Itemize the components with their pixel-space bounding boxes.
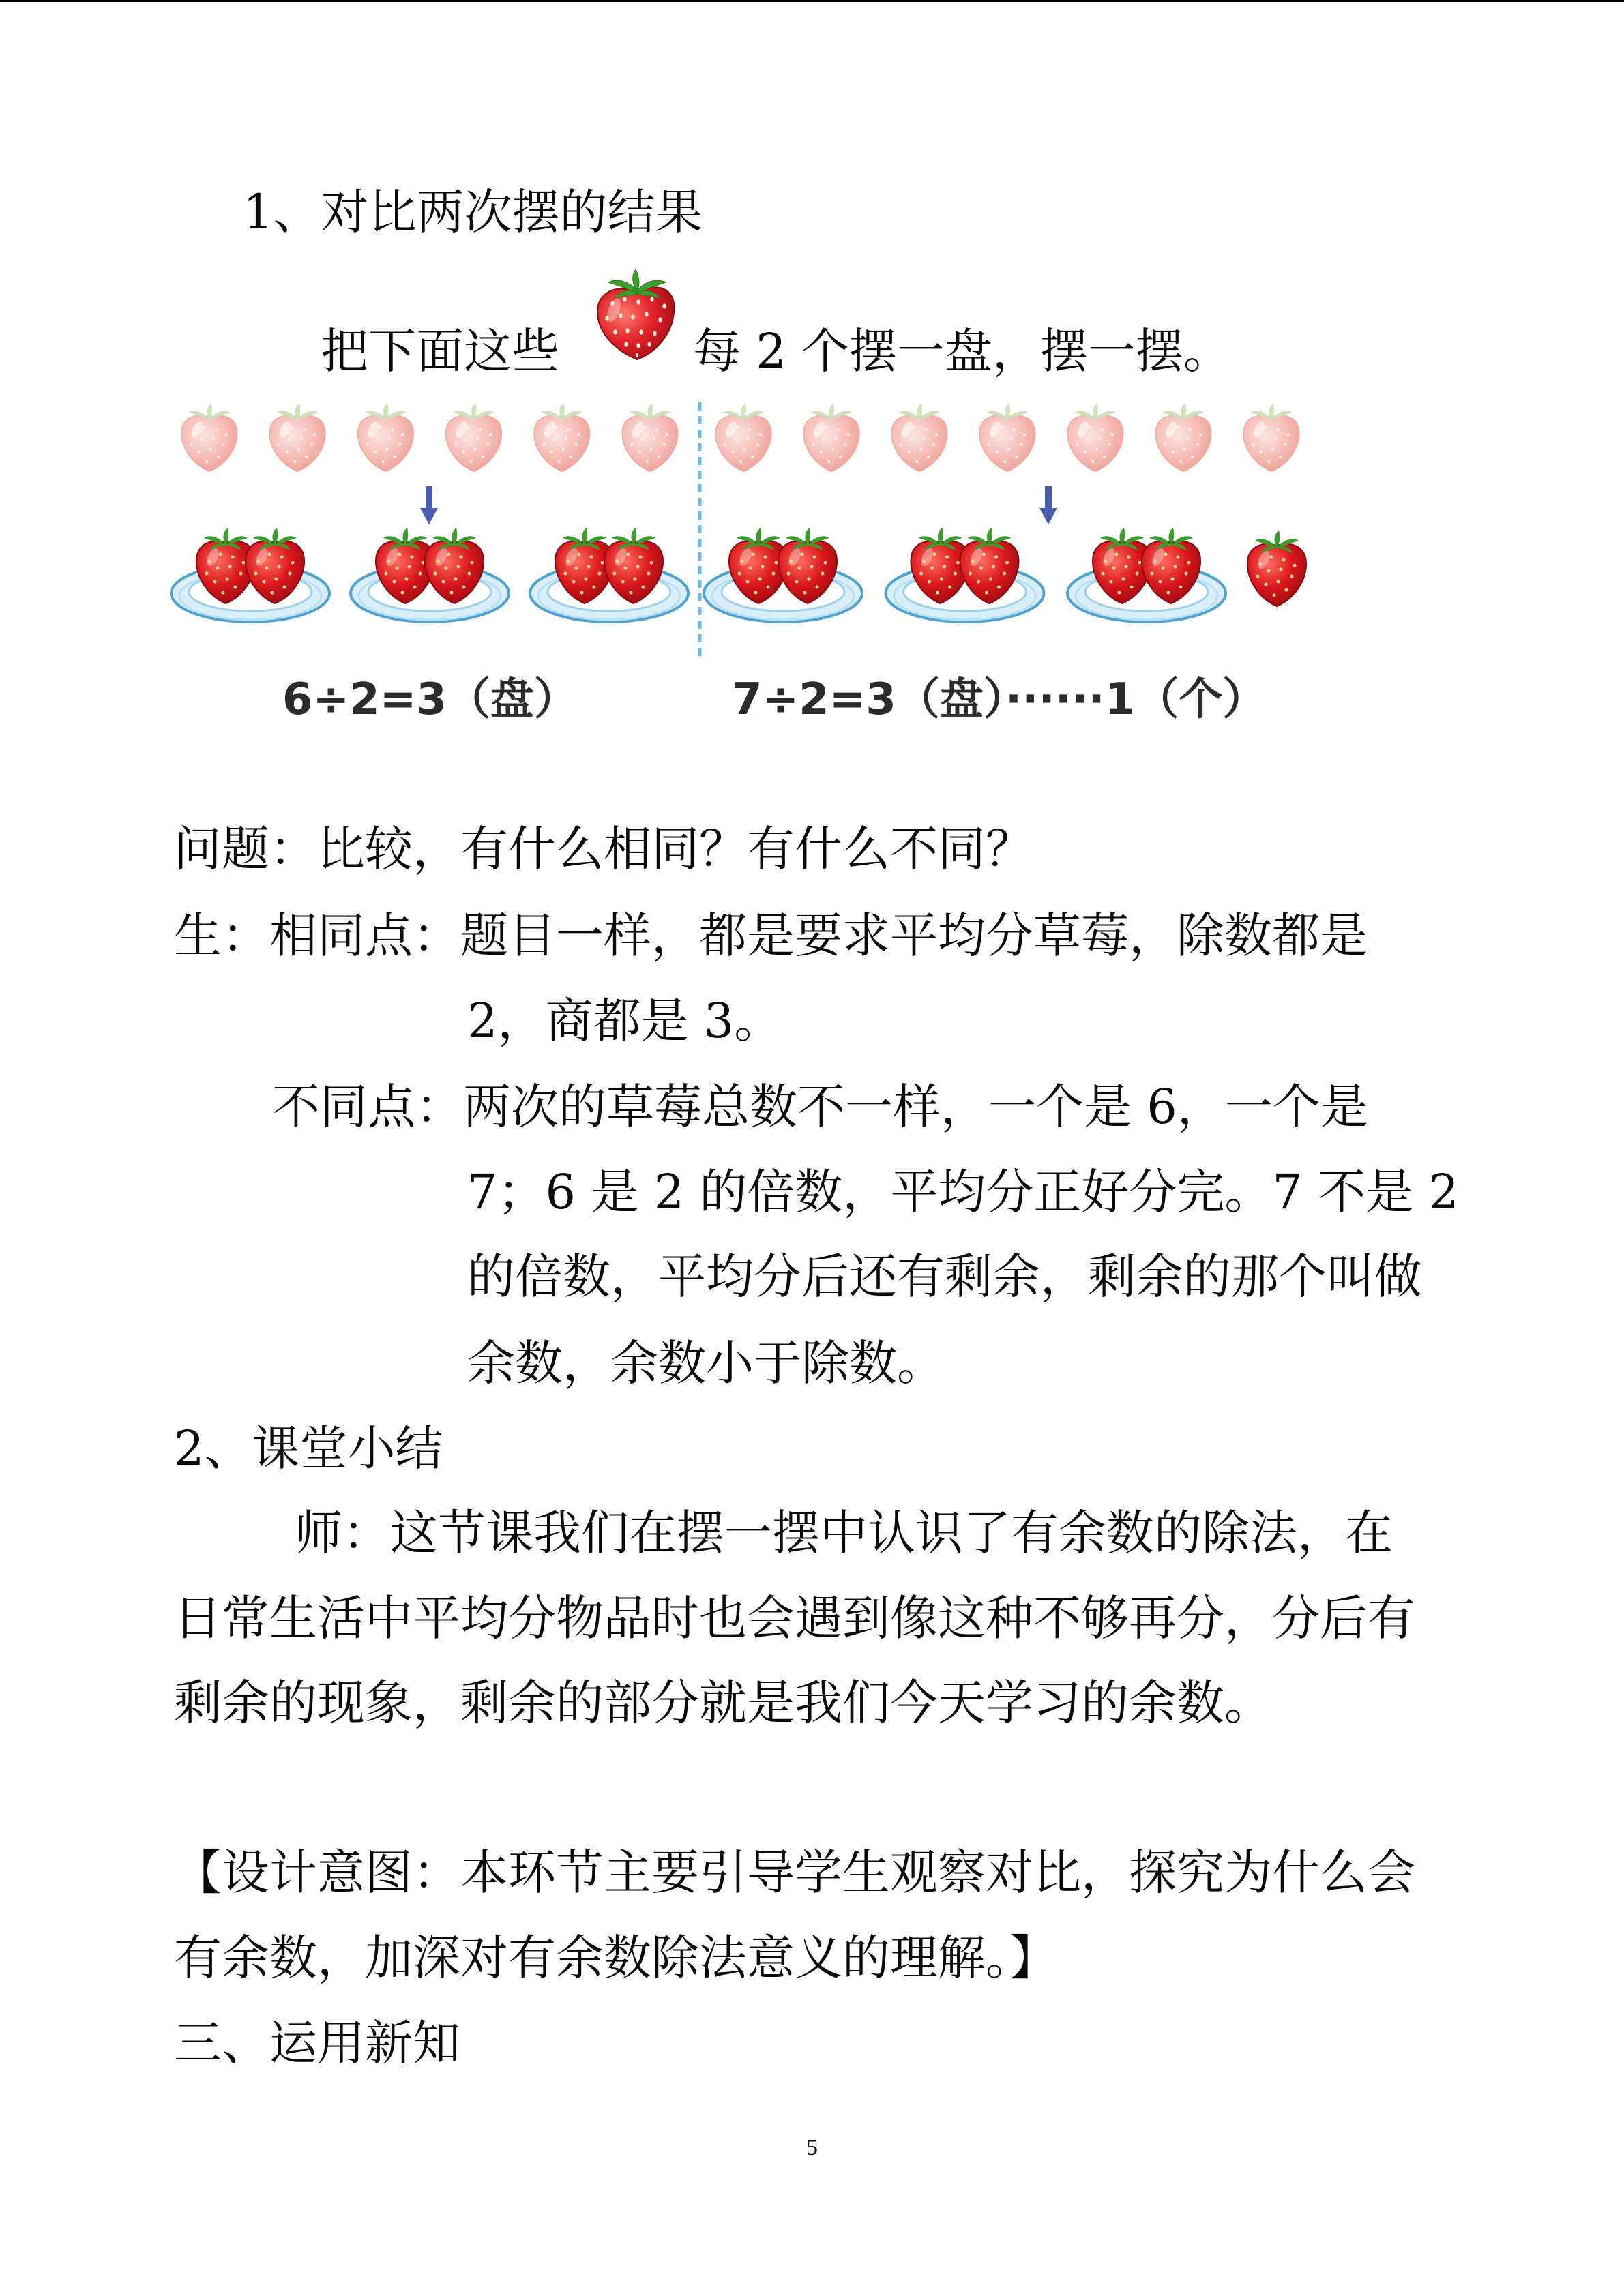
section-2-heading: 2、课堂小结: [174, 1420, 443, 1476]
pale-strawberry-icon: [979, 404, 1035, 472]
pale-strawberry-icon: [181, 404, 237, 472]
design-intent-line: 【设计意图：本环节主要引导学生观察对比，探究为什么会: [174, 1845, 1415, 1900]
differences-line: 7；6 是 2 的倍数，平均分正好分完。7 不是 2: [467, 1164, 1459, 1220]
summary-line: 日常生活中平均分物品时也会遇到像这种不够再分，分后有: [174, 1590, 1415, 1646]
pale-strawberry-icon: [715, 404, 771, 472]
section-3-heading: 三、运用新知: [174, 2015, 460, 2071]
differences-line: 余数，余数小于除数。: [467, 1335, 945, 1391]
differences-line: 的倍数，平均分后还有剩余，剩余的那个叫做: [467, 1249, 1422, 1304]
pale-strawberry-icon: [803, 404, 859, 472]
differences-line: 不同点：两次的草莓总数不一样，一个是 6，一个是: [272, 1079, 1368, 1135]
left-equation: 6÷2=3（盘）: [282, 674, 578, 725]
page-number: 5: [806, 2135, 818, 2160]
pale-strawberry-icon: [358, 404, 414, 472]
strawberry-body: [597, 287, 674, 359]
pale-strawberry-icon: [891, 404, 947, 472]
pale-strawberry-icon: [446, 404, 502, 472]
similarities-line: 生：相同点：题目一样，都是要求平均分草莓，除数都是: [174, 908, 1368, 964]
summary-line: 剩余的现象，剩余的部分就是我们今天学习的余数。: [174, 1675, 1272, 1731]
prompt-text-after-icon: 每 2 个摆一盘，摆一摆。: [693, 323, 1232, 379]
strawberry-icon: [593, 268, 678, 361]
page-top-rule: [0, 0, 1624, 2]
design-intent-line: 有余数，加深对有余数除法意义的理解。】: [174, 1930, 1057, 1986]
down-arrow-icon: [420, 486, 438, 524]
pale-strawberry-icon: [1067, 404, 1123, 472]
summary-line: 师：这节课我们在摆一摆中认识了有余数的除法，在: [295, 1505, 1393, 1561]
strawberry-grouping-figure: [173, 398, 1303, 739]
prompt-text-before-icon: 把下面这些: [321, 323, 559, 379]
leftover-strawberry-icon: [1247, 531, 1306, 606]
left-case-group: [171, 404, 688, 623]
down-arrow-icon: [1039, 486, 1057, 524]
pale-strawberry-icon: [269, 404, 325, 472]
pale-strawberry-icon: [1155, 404, 1211, 472]
right-case-group: [704, 404, 1306, 623]
section-1-heading: 1、对比两次摆的结果: [243, 184, 703, 240]
pale-strawberry-icon: [1243, 404, 1299, 472]
pale-strawberry-icon: [534, 404, 590, 472]
similarities-line: 2，商都是 3。: [467, 993, 782, 1049]
pale-strawberry-icon: [622, 404, 678, 472]
right-equation: 7÷2=3（盘）······1（个）: [732, 674, 1267, 725]
question-line: 问题：比较，有什么相同？有什么不同？: [174, 821, 1033, 877]
